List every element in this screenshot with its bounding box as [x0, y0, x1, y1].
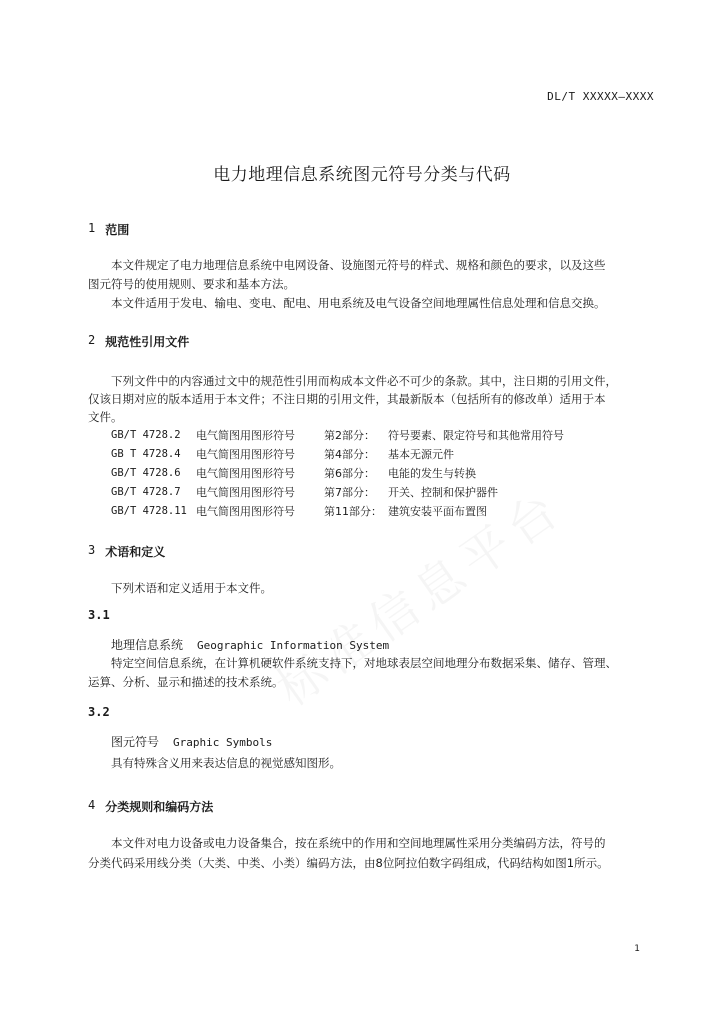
paragraph-line: 运算、分析、显示和描述的技术系统。 [88, 675, 284, 689]
section-1-heading [88, 221, 129, 238]
term-zh: 地理信息系统 [111, 638, 184, 652]
reference-name: 电气简图用图形符号 [196, 466, 295, 480]
paragraph-line: 本文件规定了电力地理信息系统中电网设备、设施图元符号的样式、规格和颜色的要求，以及这些 [111, 258, 606, 272]
reference-desc: 基本无源元件 [388, 447, 454, 461]
section-4-heading [88, 798, 213, 815]
section-number: 2 [88, 333, 96, 347]
section-2-heading [88, 333, 189, 350]
reference-name: 电气简图用图形符号 [196, 485, 295, 499]
term-zh: 图元符号 [111, 735, 160, 749]
reference-name: 电气简图用图形符号 [196, 428, 295, 442]
paragraph-line: 本文件适用于发电、输电、变电、配电、用电系统及电气设备空间地理属性信息处理和信息交换。 [111, 296, 606, 310]
section-title: 范围 [105, 223, 130, 237]
paragraph-line: 图元符号的使用规则、要求和基本方法。 [88, 277, 295, 291]
reference-name: 电气简图用图形符号 [196, 447, 295, 461]
term-entry [111, 733, 272, 750]
term-number: 3.2 [88, 705, 110, 719]
reference-code: GB/T 4728.2 [111, 428, 181, 441]
reference-desc: 电能的发生与转换 [388, 466, 476, 480]
section-number: 4 [88, 798, 96, 812]
paragraph-line: 具有特殊含义用来表达信息的视觉感知图形。 [111, 756, 341, 770]
paragraph-line: 特定空间信息系统，在计算机硬软件系统支持下，对地球表层空间地理分布数据采集、储存、管理、 [111, 656, 617, 670]
document-title: 电力地理信息系统图元符号分类与代码 [213, 165, 511, 185]
reference-part: 第2部分： [324, 428, 375, 442]
reference-desc: 建筑安装平面布置图 [388, 504, 487, 518]
reference-item [111, 463, 564, 482]
paragraph-line: 下列术语和定义适用于本文件。 [111, 581, 272, 595]
section-title: 规范性引用文件 [105, 335, 190, 349]
paragraph-line: 本文件对电力设备或电力设备集合，按在系统中的作用和空间地理属性采用分类编码方法，符号的 [111, 836, 606, 850]
term-number: 3.1 [88, 608, 110, 622]
reference-part: 第7部分： [324, 485, 375, 499]
reference-code: GB/T 4728.11 [111, 504, 187, 517]
reference-code: GB/T 4728.7 [111, 485, 181, 498]
reference-part: 第6部分： [324, 466, 375, 480]
paragraph-line: 仅该日期对应的版本适用于本文件；不注日期的引用文件，其最新版本（包括所有的修改单）适用于本 [88, 392, 606, 406]
section-title: 分类规则和编码方法 [105, 800, 214, 814]
section-title: 术语和定义 [105, 545, 166, 559]
paragraph-line: 文件。 [88, 410, 123, 424]
page-number: 1 [634, 944, 640, 954]
section-3-heading [88, 543, 165, 560]
document-code: DL/T XXXXX—XXXX [547, 90, 654, 103]
term-en: Geographic Information System [197, 639, 390, 652]
reference-code: GB/T 4728.6 [111, 466, 181, 479]
reference-item [111, 444, 564, 463]
section-number: 1 [88, 221, 96, 235]
reference-part: 第4部分： [324, 447, 375, 461]
reference-desc: 符号要素、限定符号和其他常用符号 [388, 428, 564, 442]
term-en: Graphic Symbols [173, 736, 273, 749]
section-number: 3 [88, 543, 96, 557]
reference-item [111, 425, 564, 444]
reference-code: GB T 4728.4 [111, 447, 181, 460]
paragraph-line: 分类代码采用线分类（大类、中类、小类）编码方法，由8位阿拉伯数字码组成，代码结构如图1所示。 [88, 856, 609, 870]
reference-desc: 开关、控制和保护器件 [388, 485, 498, 499]
reference-name: 电气简图用图形符号 [196, 504, 295, 518]
reference-part: 第11部分： [324, 504, 382, 518]
paragraph-line: 下列文件中的内容通过文中的规范性引用而构成本文件必不可少的条款。其中，注日期的引用文件， [111, 374, 617, 388]
